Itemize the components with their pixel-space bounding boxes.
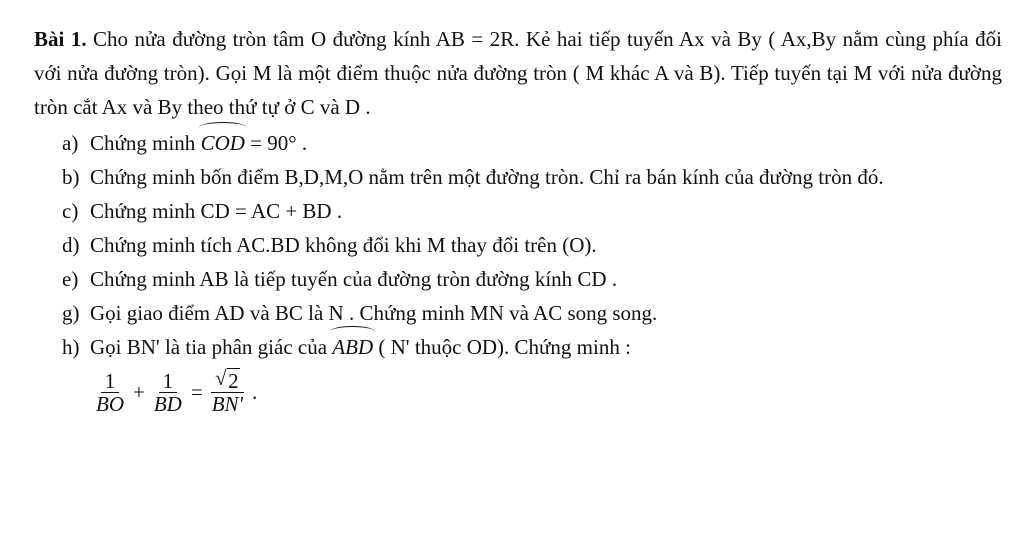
item-label: b) (62, 165, 80, 189)
item-label: g) (62, 301, 80, 325)
formula (90, 370, 1002, 415)
item-d (62, 228, 1002, 262)
item-text: = 90° . (244, 131, 308, 155)
item-b (62, 160, 1002, 194)
fraction-1: $\frac{1}{BO}$ (96, 369, 124, 416)
item-text: Chứng minh tích AC.BD không đổi khi M thay đổi trên (O). (90, 233, 597, 257)
item-h (62, 330, 1002, 364)
arc-abd: ABD (332, 330, 373, 364)
item-a (62, 126, 1002, 160)
fraction-3: √ $\frac{2}{BN'}$ (208, 370, 247, 415)
item-list (62, 126, 1002, 364)
item-text: Gọi BN' là tia phân giác của (90, 335, 333, 359)
problem-statement (34, 22, 1002, 124)
item-text: Chứng minh CD = AC + BD . (90, 199, 343, 223)
item-label: e) (62, 267, 79, 291)
item-text: Chứng minh AB là tiếp tuyến của đường tròn đường kính CD . (90, 267, 618, 291)
plus-sign: + (133, 380, 145, 404)
item-label: a) (62, 131, 79, 155)
item-g (62, 296, 1002, 330)
item-text: Chứng minh (90, 131, 201, 155)
problem-text: Cho nửa đường tròn tâm O đường kính AB = 2R. Kẻ hai tiếp tuyến Ax và By ( Ax,By nằm cùng phía đối với nửa đường tròn). Gọi M là một điểm thuộc nửa đường tròn ( M khác A và B). Tiếp tuyến tại M với nửa đường tròn cắt Ax và By theo thứ tự ở C và D . (34, 27, 1002, 119)
problem-heading: Bài 1. (34, 27, 87, 51)
item-label: c) (62, 199, 79, 223)
item-c (62, 194, 1002, 228)
item-label: h) (62, 335, 80, 359)
arc-cod: COD (201, 126, 245, 160)
sqrt-icon: √ 2 (215, 369, 240, 393)
equals-sign: = (190, 380, 203, 404)
item-label: d) (62, 233, 80, 257)
item-text: Chứng minh bốn điểm B,D,M,O nằm trên một đường tròn. Chỉ ra bán kính của đường tròn đó. (90, 165, 884, 189)
item-e (62, 262, 1002, 296)
period: . (252, 380, 258, 404)
fraction-2: $\frac{1}{BD}$ (153, 369, 182, 416)
item-text: ( N' thuộc OD). Chứng minh : (373, 335, 631, 359)
item-text: Gọi giao điểm AD và BC là N . Chứng minh MN và AC song song. (90, 301, 658, 325)
